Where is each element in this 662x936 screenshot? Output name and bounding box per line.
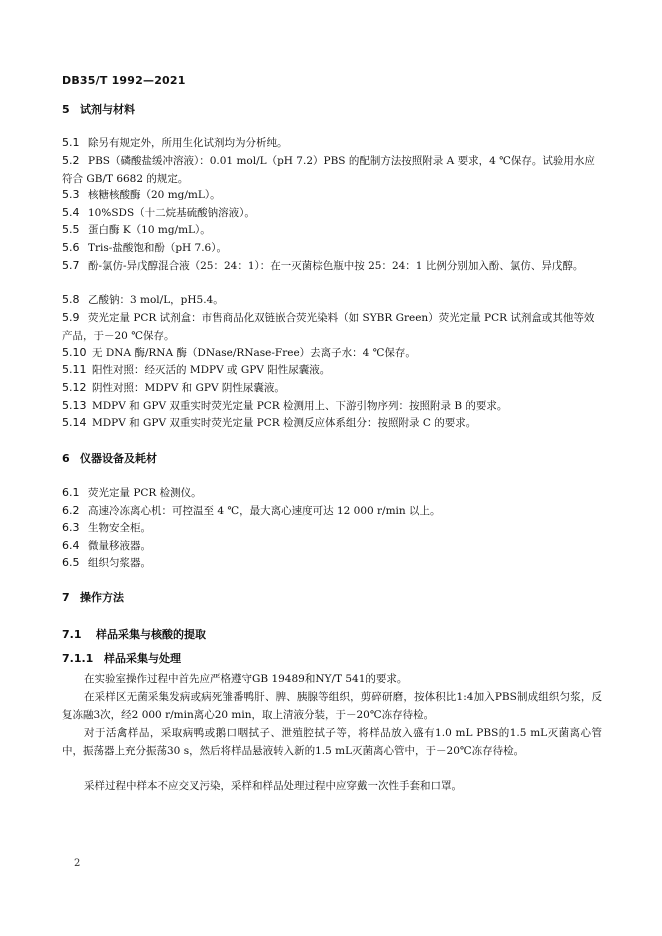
- item-number: 5.3: [62, 188, 80, 201]
- list-item: [62, 152, 602, 188]
- item-number: 5.4: [62, 206, 80, 219]
- list-item: [62, 537, 602, 556]
- standard-code: DB35/T 1992—2021: [62, 74, 186, 87]
- paragraph: 对于活禽样品，采取病鸭或鹅口咽拭子、泄殖腔拭子等，将样品放入盛有1.0 mL PBS的1.5 mL灭菌离心管中，振荡器上充分振荡30 s，然后将样品悬液转入新的1.5 mL灭菌离心管中，于－20℃冻存待检。: [62, 727, 602, 757]
- section-title: 操作方法: [80, 591, 124, 604]
- item-text: Tris-盐酸饱和酚（pH 7.6）。: [88, 242, 227, 254]
- item-number: 5.6: [62, 241, 80, 254]
- section-7-heading: [62, 589, 124, 605]
- list-item: [62, 519, 602, 538]
- list-item: [62, 309, 602, 345]
- subsection-number: 7.1: [62, 628, 82, 641]
- item-number: 6.5: [62, 556, 80, 569]
- list-item: [62, 344, 602, 363]
- item-text: 生物安全柜。: [88, 522, 151, 534]
- item-text: 乙酸钠：3 mol/L，pH5.4。: [88, 294, 224, 306]
- list-item: [62, 554, 602, 573]
- list-item: [62, 221, 602, 240]
- section-title: 试剂与材料: [80, 103, 135, 116]
- list-item: [62, 134, 602, 153]
- section-6-heading: [62, 450, 157, 466]
- paragraph: 采样过程中样本不应交叉污染，采样和样品处理过程中应穿戴一次性手套和口罩。: [84, 780, 462, 792]
- item-text: 核糖核酸酶（20 mg/mL）。: [88, 189, 221, 201]
- item-number: 5.14: [62, 416, 87, 429]
- item-number: 5.10: [62, 346, 87, 359]
- subsection-number: 7.1.1: [62, 652, 94, 665]
- paragraph: 在实验室操作过程中首先应严格遵守GB 19489和NY/T 541的要求。: [84, 673, 408, 685]
- item-number: 5.2: [62, 154, 80, 167]
- item-number: 5.1: [62, 136, 80, 149]
- list-item: [62, 379, 602, 398]
- subsection-title: 样品采集与处理: [104, 652, 181, 665]
- paragraph: 在采样区无菌采集发病或病死雏番鸭肝、脾、胰腺等组织，剪碎研磨，按体积比1:4加入PBS制成组织匀浆，反复冻融3次，经2 000 r/min离心20 min，取上清液分装，于－20℃冻存待检。: [62, 691, 602, 721]
- item-text: 除另有规定外，所用生化试剂均为分析纯。: [88, 137, 288, 149]
- item-number: 5.11: [62, 363, 87, 376]
- item-text: 酚-氯仿-异戊醇混合液（25：24：1）：在一灭菌棕色瓶中按 25：24：1 比例分别加入酚、氯仿、异戊醇。: [88, 260, 584, 272]
- list-item: [62, 204, 602, 223]
- list-item: [62, 186, 602, 205]
- item-text: 蛋白酶 K（10 mg/mL）。: [88, 224, 211, 236]
- item-number: 5.13: [62, 399, 87, 412]
- item-text: 10%SDS（十二烷基硫酸钠溶液）。: [88, 207, 255, 219]
- list-item: [62, 414, 602, 433]
- item-text: PBS（磷酸盐缓冲溶液）：0.01 mol/L（pH 7.2）PBS 的配制方法按照附录 A 要求，4 ℃保存。试验用水应符合 GB/T 6682 的规定。: [62, 155, 595, 185]
- item-text: 高速冷冻离心机：可控温至 4 ℃，最大离心速度可达 12 000 r/min 以上。: [88, 505, 441, 517]
- item-number: 6.4: [62, 539, 80, 552]
- item-text: 无 DNA 酶/RNA 酶（DNase/RNase-Free）去离子水：4 ℃保存。: [92, 347, 416, 359]
- section-number: 5: [62, 103, 70, 116]
- item-number: 5.8: [62, 293, 80, 306]
- item-number: 5.7: [62, 259, 80, 272]
- item-text: 阳性对照：经灭活的 MDPV 或 GPV 阳性尿囊液。: [92, 364, 331, 376]
- item-text: 阴性对照：MDPV 和 GPV 阴性尿囊液。: [92, 382, 285, 394]
- section-number: 6: [62, 452, 70, 465]
- item-text: MDPV 和 GPV 双重实时荧光定量 PCR 检测反应体系组分：按照附录 C 的要求。: [92, 417, 477, 429]
- item-number: 5.5: [62, 223, 80, 236]
- item-text: 微量移液器。: [88, 540, 151, 552]
- list-item: [62, 291, 602, 310]
- item-text: 组织匀浆器。: [88, 557, 151, 569]
- page-number: 2: [74, 858, 81, 869]
- item-number: 6.1: [62, 486, 80, 499]
- list-item: [62, 397, 602, 416]
- item-number: 5.9: [62, 311, 80, 324]
- list-item: [62, 239, 602, 258]
- item-number: 6.3: [62, 521, 80, 534]
- list-item: [62, 484, 602, 503]
- section-title: 仪器设备及耗材: [80, 452, 157, 465]
- item-number: 5.12: [62, 381, 87, 394]
- item-number: 6.2: [62, 504, 80, 517]
- section-5-heading: [62, 101, 135, 117]
- item-text: MDPV 和 GPV 双重实时荧光定量 PCR 检测用上、下游引物序列：按照附录 B 的要求。: [92, 400, 508, 412]
- subsection-title: 样品采集与核酸的提取: [96, 628, 206, 641]
- subsection-7-1-1-heading: [62, 650, 181, 666]
- list-item: [62, 502, 602, 521]
- subsection-7-1-heading: [62, 626, 206, 642]
- item-text: 荧光定量 PCR 检测仪。: [88, 487, 202, 499]
- item-text: 荧光定量 PCR 试剂盒：市售商品化双链嵌合荧光染料（如 SYBR Green）荧光定量 PCR 试剂盒或其他等效产品，于－20 ℃保存。: [62, 312, 595, 342]
- list-item: [62, 257, 602, 276]
- section-number: 7: [62, 591, 70, 604]
- list-item: [62, 361, 602, 380]
